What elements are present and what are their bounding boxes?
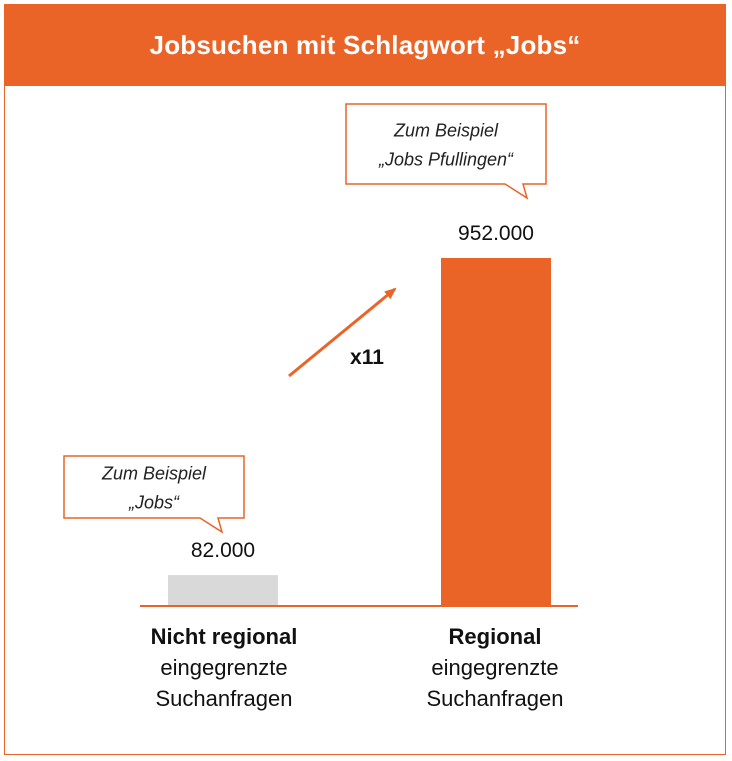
chart-title: Jobsuchen mit Schlagwort „Jobs“ (149, 29, 581, 60)
bar-value-label: 952.000 (458, 222, 534, 245)
category-label-regional (365, 621, 625, 714)
bar-0 (168, 575, 278, 605)
category-sub-label: Suchanfragen (426, 686, 564, 711)
category-main-label: Nicht regional (150, 624, 298, 649)
callout-text: „Jobs Pfullingen“ (378, 149, 514, 170)
callout-text: Zum Beispiel (101, 463, 207, 484)
category-sub-label: Suchanfragen (155, 686, 293, 711)
callout-text: Zum Beispiel (393, 120, 499, 141)
category-sub-label: eingegrenzte (431, 655, 559, 680)
growth-factor-label: x11 (350, 346, 384, 369)
category-main-label: Regional (448, 624, 542, 649)
category-sub-label: eingegrenzte (160, 655, 288, 680)
category-label-non-regional (94, 621, 354, 714)
bar-1 (441, 258, 551, 605)
callout-text: „Jobs“ (128, 492, 180, 513)
bar-value-label: 82.000 (190, 539, 256, 563)
